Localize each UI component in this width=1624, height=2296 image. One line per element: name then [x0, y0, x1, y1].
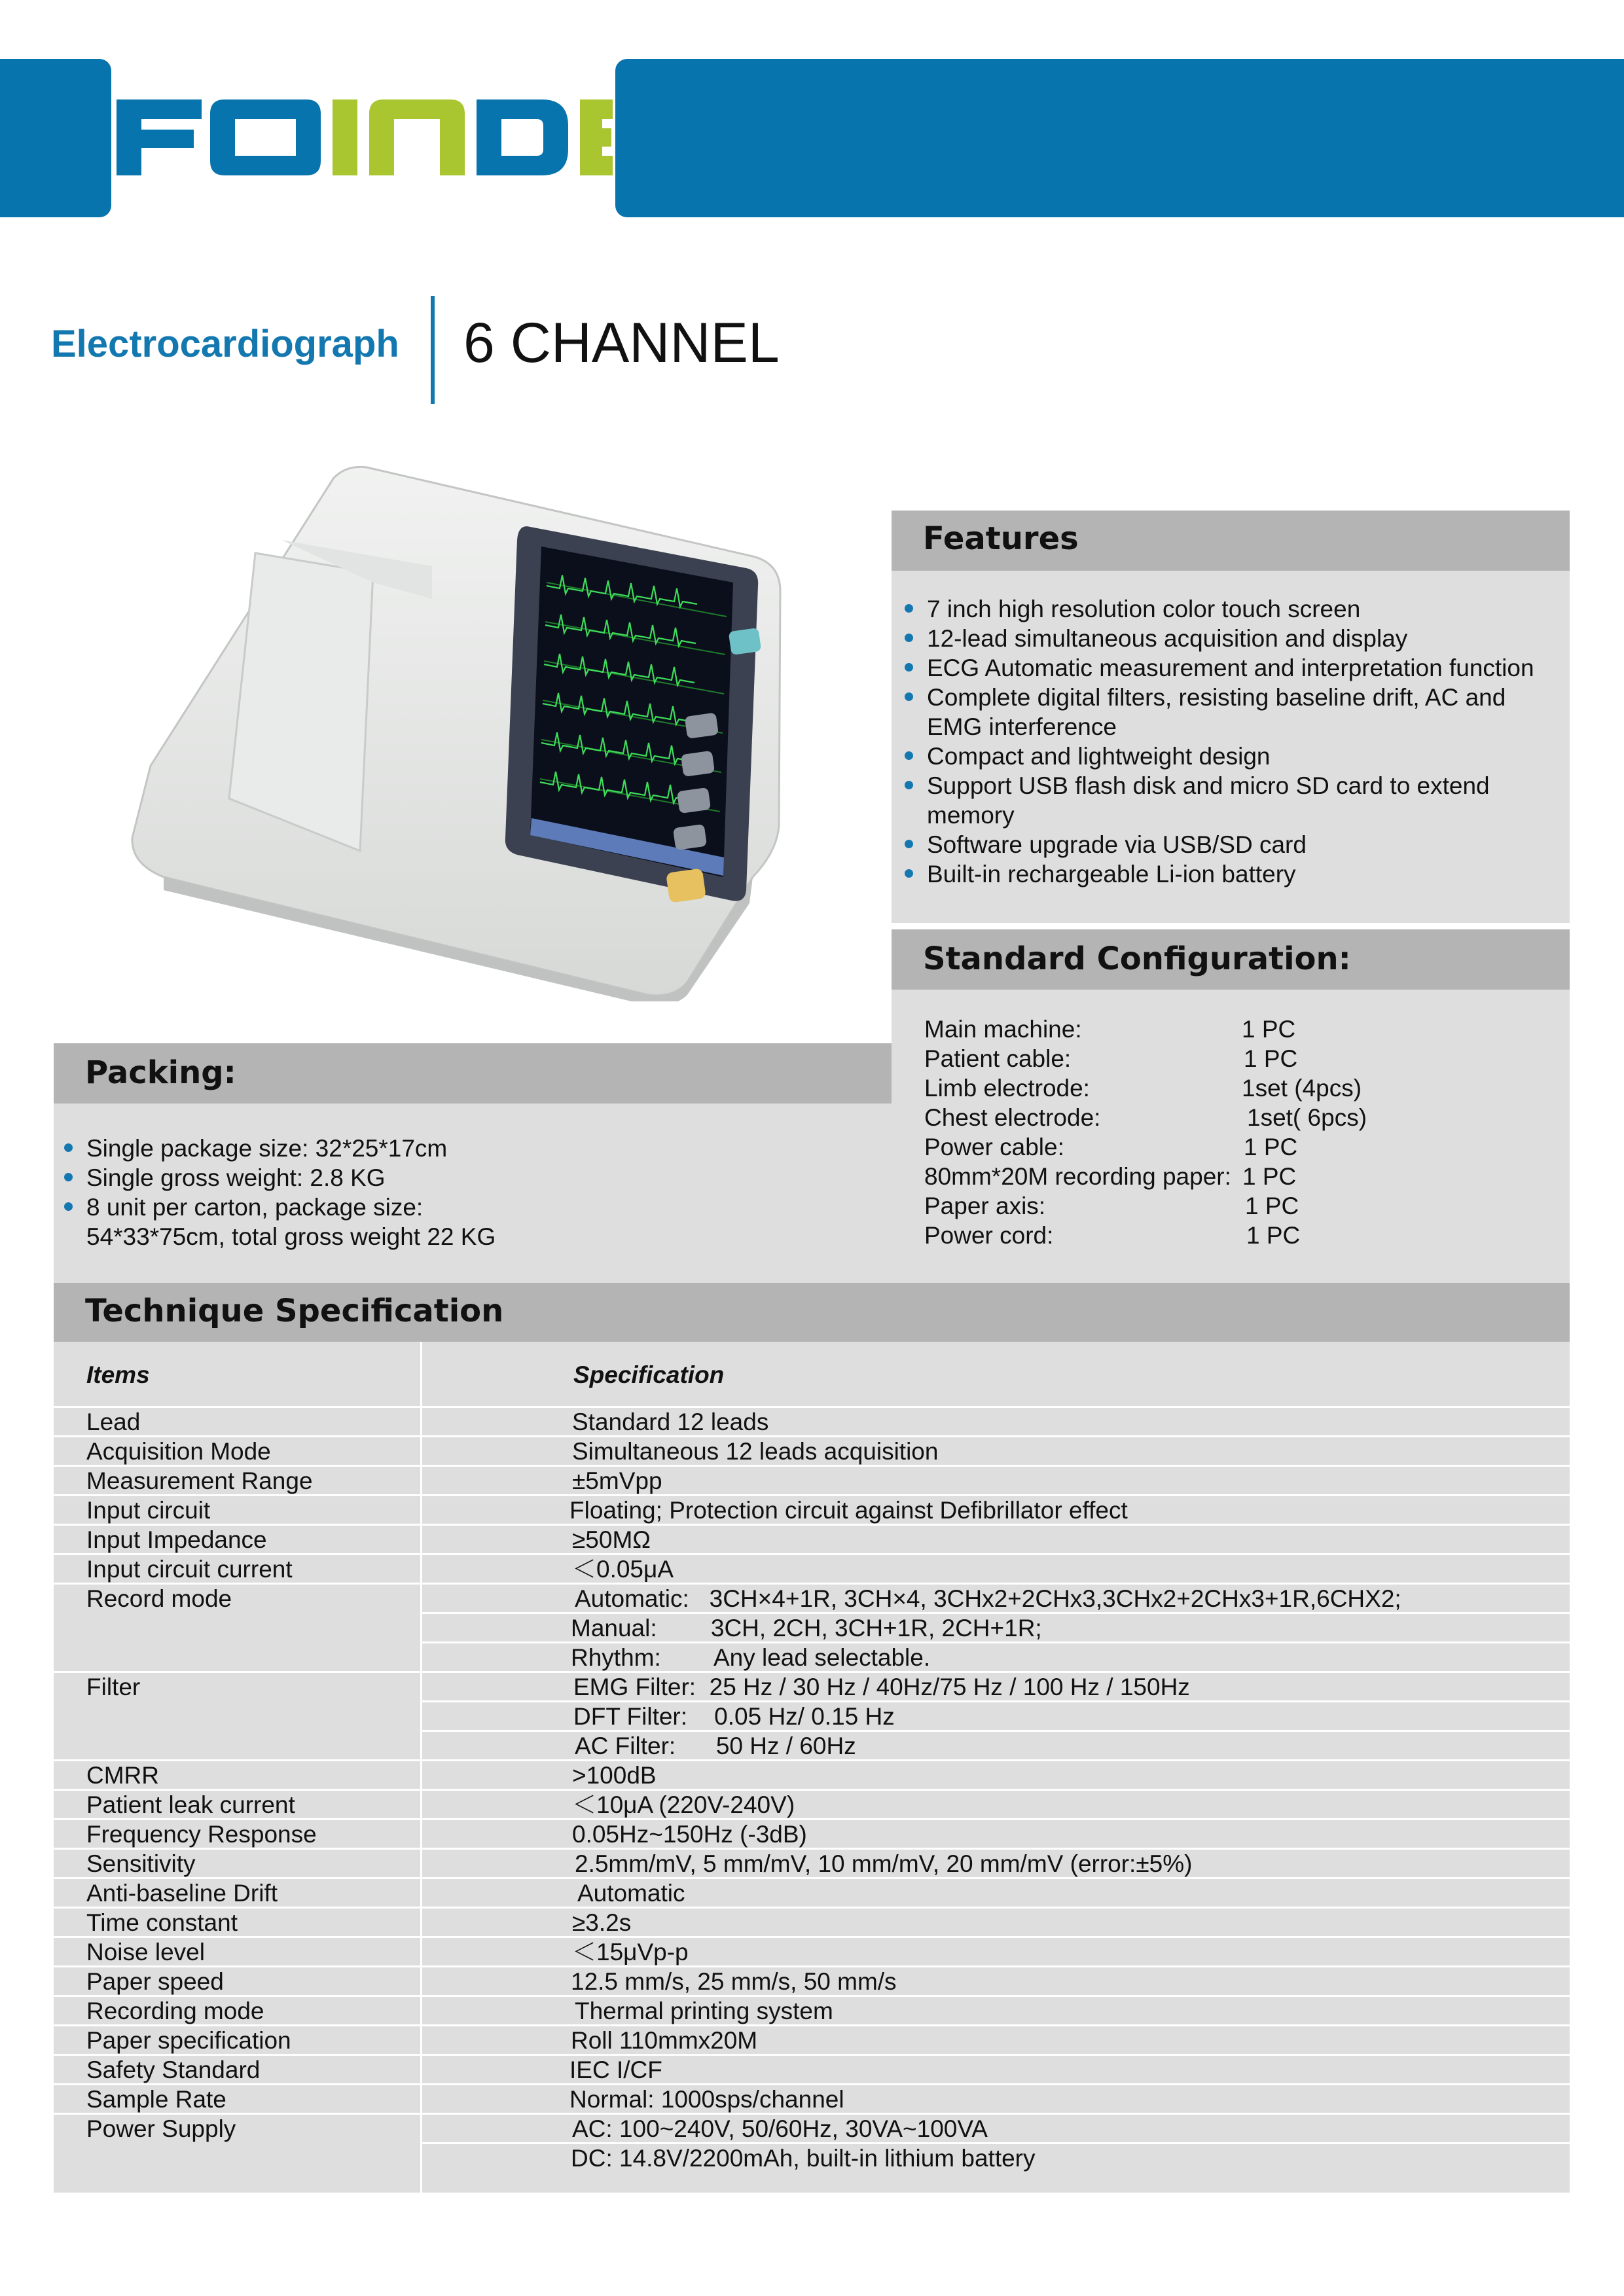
- spec-value: ＜15μVp-p: [572, 1939, 689, 1965]
- spec-item: Frequency Response: [86, 1821, 317, 1848]
- spec-value: Floating; Protection circuit against Defibrillator effect: [569, 1497, 1128, 1524]
- spec-item: Paper specification: [86, 2027, 291, 2054]
- spec-value: ≥3.2s: [572, 1909, 632, 1936]
- spec-value: DC: 14.8V/2200mAh, built-in lithium battery: [571, 2145, 1036, 2172]
- spec-item: Time constant: [86, 1909, 238, 1936]
- spec-value: AC Filter: 50 Hz / 60Hz: [575, 1732, 856, 1759]
- spec-value: Normal: 1000sps/channel: [569, 2086, 844, 2113]
- model-title: 6 CHANNEL: [463, 312, 780, 374]
- spec-value: Rhythm: Any lead selectable.: [571, 1644, 931, 1671]
- spec-value: IEC I/CF: [569, 2056, 662, 2083]
- column-divider: [420, 1342, 422, 2193]
- list-item: Compact and lightweight design: [902, 742, 1557, 771]
- list-item: Single package size: 32*25*17cm: [62, 1134, 559, 1163]
- spec-value: 2.5mm/mV, 5 mm/mV, 10 mm/mV, 20 mm/mV (error:±5%): [575, 1850, 1193, 1877]
- packing-list: [62, 1134, 559, 1251]
- list-item: Complete digital filters, resisting baseline drift, AC and EMG interference: [902, 683, 1557, 742]
- spec-item: Power Supply: [86, 2115, 236, 2142]
- product-title: Electrocardiograph: [51, 323, 399, 365]
- configuration-list: Main machine: 1 PC Patient cable: 1 PC Limb electrode: 1set (4pcs) Chest electrode: 1set( 6pcs) Power cable: 1 PC 80mm*20M recording paper: 1 PC Paper axis: 1 PC Power cord: 1 PC: [924, 1016, 1367, 1249]
- spec-value: ≥50MΩ: [572, 1526, 651, 1553]
- spec-item: Lead: [86, 1408, 141, 1435]
- spec-item: Sensitivity: [86, 1850, 196, 1877]
- spec-value: DFT Filter: 0.05 Hz/ 0.15 Hz: [573, 1703, 895, 1730]
- spec-value: ＜10μA (220V-240V): [572, 1791, 795, 1818]
- spec-value: 0.05Hz~150Hz (-3dB): [572, 1821, 807, 1848]
- list-item: Single gross weight: 2.8 KG: [62, 1163, 559, 1193]
- header-bar-right: [615, 59, 1624, 217]
- spec-item: Acquisition Mode: [86, 1438, 271, 1465]
- spec-heading: Technique Specification: [85, 1293, 504, 1329]
- spec-value: Thermal printing system: [575, 1998, 833, 2024]
- header-bar-left: [0, 59, 111, 217]
- list-item: 7 inch high resolution color touch screen: [902, 594, 1557, 624]
- logo-text: [105, 124, 107, 125]
- spec-value: Manual: 3CH, 2CH, 3CH+1R, 2CH+1R;: [571, 1615, 1042, 1641]
- spec-item: Input circuit current: [86, 1556, 293, 1583]
- spec-header: [54, 1283, 1570, 1343]
- spec-item: Anti-baseline Drift: [86, 1880, 278, 1907]
- spec-item: Filter: [86, 1674, 141, 1700]
- spec-value: Automatic: 3CH×4+1R, 3CH×4, 3CHx2+2CHx3,3CHx2+2CHx3+1R,6CHX2;: [575, 1585, 1401, 1612]
- spec-item: CMRR: [86, 1762, 159, 1789]
- list-item: Built-in rechargeable Li-ion battery: [902, 859, 1557, 889]
- spec-table: [54, 1342, 1570, 2193]
- list-item: 8 unit per carton, package size: 54*33*75cm, total gross weight 22 KG: [62, 1193, 559, 1251]
- features-heading: Features: [923, 520, 1079, 557]
- ecg-device-image: [124, 458, 805, 1001]
- list-item: 12-lead simultaneous acquisition and display: [902, 624, 1557, 653]
- packing-heading: Packing:: [85, 1054, 236, 1091]
- spec-value: 12.5 mm/s, 25 mm/s, 50 mm/s: [571, 1968, 897, 1995]
- spec-value: ＜0.05μA: [572, 1556, 674, 1583]
- configuration-heading: Standard Configuration:: [923, 941, 1351, 977]
- spec-item: Paper speed: [86, 1968, 224, 1995]
- spec-item: Input Impedance: [86, 1526, 267, 1553]
- spec-value: Standard 12 leads: [572, 1408, 769, 1435]
- title-divider: [431, 296, 435, 404]
- spec-col-items: Items: [86, 1361, 150, 1388]
- spec-item: Input circuit: [86, 1497, 211, 1524]
- spec-value: ±5mVpp: [572, 1467, 662, 1494]
- spec-item: Safety Standard: [86, 2056, 261, 2083]
- spec-item: Record mode: [86, 1585, 232, 1612]
- spec-item: Patient leak current: [86, 1791, 295, 1818]
- spec-value: AC: 100~240V, 50/60Hz, 30VA~100VA: [572, 2115, 988, 2142]
- spec-item: Sample Rate: [86, 2086, 226, 2113]
- spec-item: Recording mode: [86, 1998, 264, 2024]
- list-item: ECG Automatic measurement and interpretation function: [902, 653, 1557, 683]
- spec-col-specification: Specification: [573, 1361, 725, 1388]
- features-list: [902, 594, 1557, 889]
- spec-value: >100dB: [572, 1762, 657, 1789]
- brand-logo: [110, 92, 614, 183]
- spec-value: Roll 110mmx20M: [571, 2027, 758, 2054]
- spec-item: Measurement Range: [86, 1467, 313, 1494]
- spec-value: EMG Filter: 25 Hz / 30 Hz / 40Hz/75 Hz / 100 Hz / 150Hz: [573, 1674, 1190, 1700]
- spec-item: Noise level: [86, 1939, 205, 1965]
- packing-header: [54, 1043, 892, 1103]
- list-item: Support USB flash disk and micro SD card to extend memory: [902, 771, 1557, 830]
- features-header: [892, 511, 1570, 571]
- list-item: Software upgrade via USB/SD card: [902, 830, 1557, 859]
- spec-value: Automatic: [577, 1880, 685, 1907]
- configuration-header: [892, 929, 1570, 990]
- spec-value: Simultaneous 12 leads acquisition: [572, 1438, 939, 1465]
